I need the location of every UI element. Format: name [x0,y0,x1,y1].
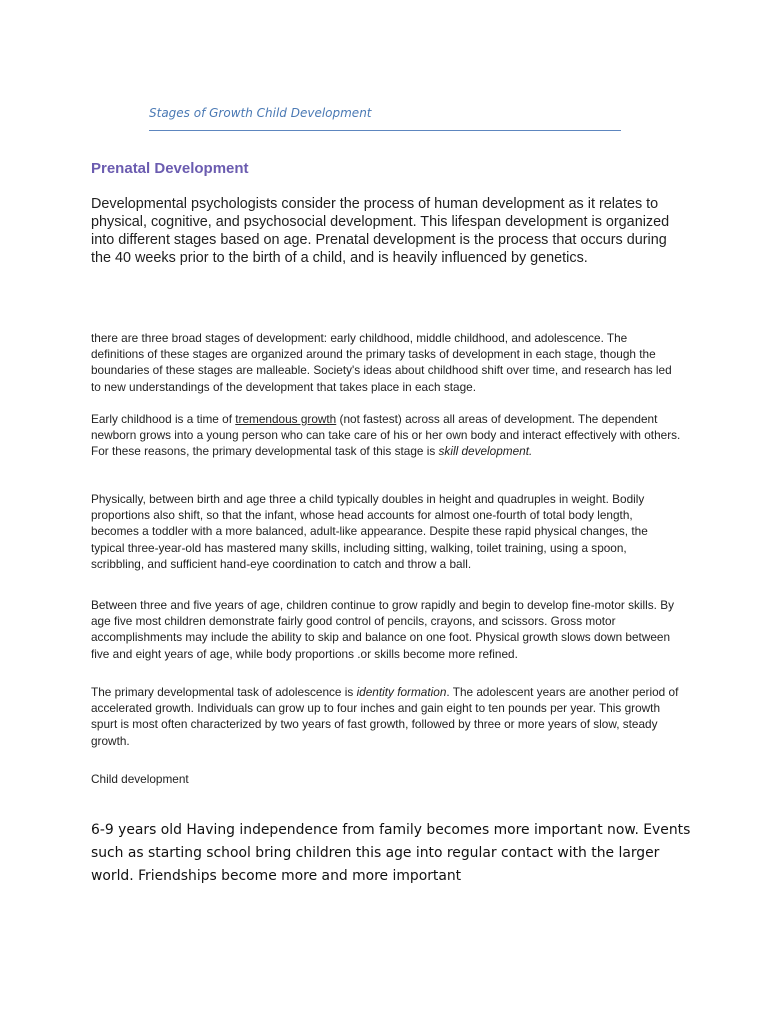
paragraph-stages: there are three broad stages of development: early childhood, middle childhood, and adolescence. The definitions of these stages are organized around the primary tasks of development in each stage, though the boundaries of these stages are malleable. Society's ideas about childhood shift over time, and research has led to new understandings of the development that takes place in each stage. [91,331,672,394]
title-underline-rule [149,130,621,131]
text-run: Early childhood is a time of [91,412,236,426]
text-run: (not fastest) across all areas of development. The dependent newborn grows into a young person who can take care of his or her own body and interact effectively with others. For these reasons, the primary developmental task of this stage is [91,412,681,459]
text-run: The primary developmental task of adolescence is [91,685,357,699]
italic-text: skill development. [438,444,533,459]
section-heading: Prenatal Development [91,160,249,177]
paragraph-six-to-nine: 6-9 years old Having independence from family becomes more important now. Events such as starting school bring children this age into regular contact with the larger world. Friendships become more and more important [91,822,691,884]
document-title: Stages of Growth Child Development [149,106,372,120]
text-run: . The adolescent years are another period of accelerated growth. Individuals can grow up to four inches and gain eight to ten pounds per year. This growth spurt is most often characterized by two years of fast growth, followed by three or more years of slow, steady growth. [91,685,679,748]
paragraph-child-development-label: Child development [91,772,189,786]
underlined-text: tremendous growth [235,412,337,426]
paragraph-adolescence [91,684,681,749]
paragraph-early-childhood [91,411,681,460]
paragraph-three-to-five: Between three and five years of age, children continue to grow rapidly and begin to develop fine-motor skills. By age five most children demonstrate fairly good control of pencils, crayons, and scissors. Gross motor accomplishments may include the ability to skip and balance on one foot. Physical growth slows down between five and eight years of age, while body proportions .or skills become more refined. [91,598,674,661]
italic-text: identity formation [356,685,447,699]
lead-paragraph: Developmental psychologists consider the process of human development as it relates to physical, cognitive, and psychosocial development. This lifespan development is organized into different stages based on age. Prenatal development is the process that occurs during the 40 weeks prior to the birth of a child, and is heavily influenced by genetics. [91,196,670,266]
paragraph-physical-growth: Physically, between birth and age three a child typically doubles in height and quadruples in weight. Bodily proportions also shift, so that the infant, whose head accounts for almost one-fourth of total body length, becomes a toddler with a more balanced, adult-like appearance. Despite these rapid physical changes, the typical three-year-old has mastered many skills, including sitting, walking, toilet training, using a spoon, scribbling, and sufficient hand-eye coordination to catch and throw a ball. [91,492,648,571]
